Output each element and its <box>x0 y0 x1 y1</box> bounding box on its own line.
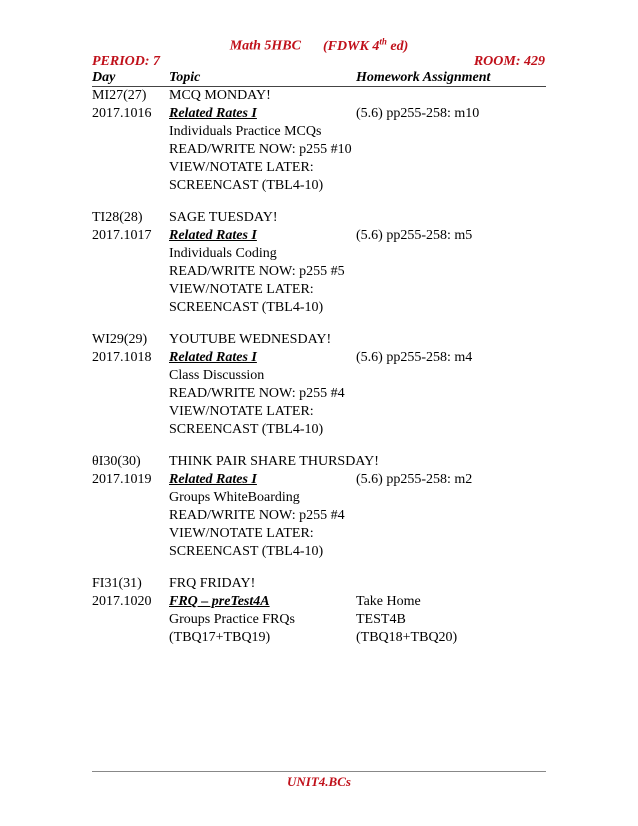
day-view-notate: VIEW/NOTATE LATER: <box>169 404 314 419</box>
course-title <box>0 36 638 55</box>
day-homework: Take Home <box>356 594 421 609</box>
day-code: FI31(31) <box>92 576 142 591</box>
column-header-topic: Topic <box>169 70 201 85</box>
day-theme: YOUTUBE WEDNESDAY! <box>169 332 332 347</box>
room-label: ROOM: 429 <box>473 54 545 69</box>
day-read-write: READ/WRITE NOW: p255 #4 <box>169 508 345 523</box>
day-date: 2017.1018 <box>92 350 152 365</box>
day-screencast: SCREENCAST (TBL4-10) <box>169 544 324 559</box>
day-read-write: READ/WRITE NOW: p255 #4 <box>169 386 345 401</box>
day-homework-test: TEST4B <box>356 612 406 627</box>
day-view-notate: VIEW/NOTATE LATER: <box>169 282 314 297</box>
column-header-day: Day <box>92 70 116 85</box>
day-topic: FRQ – preTest4A <box>169 594 270 609</box>
day-date: 2017.1016 <box>92 106 152 121</box>
day-entry-wednesday <box>92 331 552 439</box>
day-code: θI30(30) <box>92 454 141 469</box>
day-activity: Individuals Practice MCQs <box>169 124 322 139</box>
schedule-list <box>92 87 552 661</box>
day-tbq-homework: (TBQ18+TBQ20) <box>356 630 458 645</box>
day-topic: Related Rates I <box>169 106 257 121</box>
day-date: 2017.1020 <box>92 594 152 609</box>
day-entry-friday <box>92 575 552 647</box>
day-date: 2017.1017 <box>92 228 152 243</box>
day-entry-thursday <box>92 453 552 561</box>
day-activity: Class Discussion <box>169 368 265 383</box>
day-code: WI29(29) <box>92 332 148 347</box>
day-topic: Related Rates I <box>169 228 257 243</box>
day-read-write: READ/WRITE NOW: p255 #10 <box>169 142 352 157</box>
day-screencast: SCREENCAST (TBL4-10) <box>169 422 324 437</box>
day-view-notate: VIEW/NOTATE LATER: <box>169 526 314 541</box>
day-screencast: SCREENCAST (TBL4-10) <box>169 300 324 315</box>
day-homework: (5.6) pp255-258: m4 <box>356 350 473 365</box>
day-activity: Individuals Coding <box>169 246 277 261</box>
day-theme: SAGE TUESDAY! <box>169 210 278 225</box>
column-header-homework: Homework Assignment <box>356 70 491 85</box>
day-homework: (5.6) pp255-258: m5 <box>356 228 473 243</box>
day-theme: MCQ MONDAY! <box>169 88 271 103</box>
day-activity: Groups WhiteBoarding <box>169 490 300 505</box>
day-topic: Related Rates I <box>169 350 257 365</box>
day-homework: (5.6) pp255-258: m2 <box>356 472 473 487</box>
day-homework: (5.6) pp255-258: m10 <box>356 106 480 121</box>
day-read-write: READ/WRITE NOW: p255 #5 <box>169 264 345 279</box>
footer-divider <box>92 771 546 772</box>
day-theme: FRQ FRIDAY! <box>169 576 256 591</box>
day-entry-tuesday <box>92 209 552 317</box>
day-code: TI28(28) <box>92 210 143 225</box>
day-screencast: SCREENCAST (TBL4-10) <box>169 178 324 193</box>
day-entry-monday <box>92 87 552 195</box>
day-theme: THINK PAIR SHARE THURSDAY! <box>169 454 379 469</box>
book-edition: (FDWK 4th ed) <box>322 36 409 54</box>
day-tbq: (TBQ17+TBQ19) <box>169 630 271 645</box>
unit-footer: UNIT4.BCs <box>287 774 351 789</box>
course-name: Math 5HBC <box>229 38 301 54</box>
period-label: PERIOD: 7 <box>92 54 161 69</box>
day-activity: Groups Practice FRQs <box>169 612 295 627</box>
day-date: 2017.1019 <box>92 472 152 487</box>
day-view-notate: VIEW/NOTATE LATER: <box>169 160 314 175</box>
day-topic: Related Rates I <box>169 472 257 487</box>
day-code: MI27(27) <box>92 88 147 103</box>
